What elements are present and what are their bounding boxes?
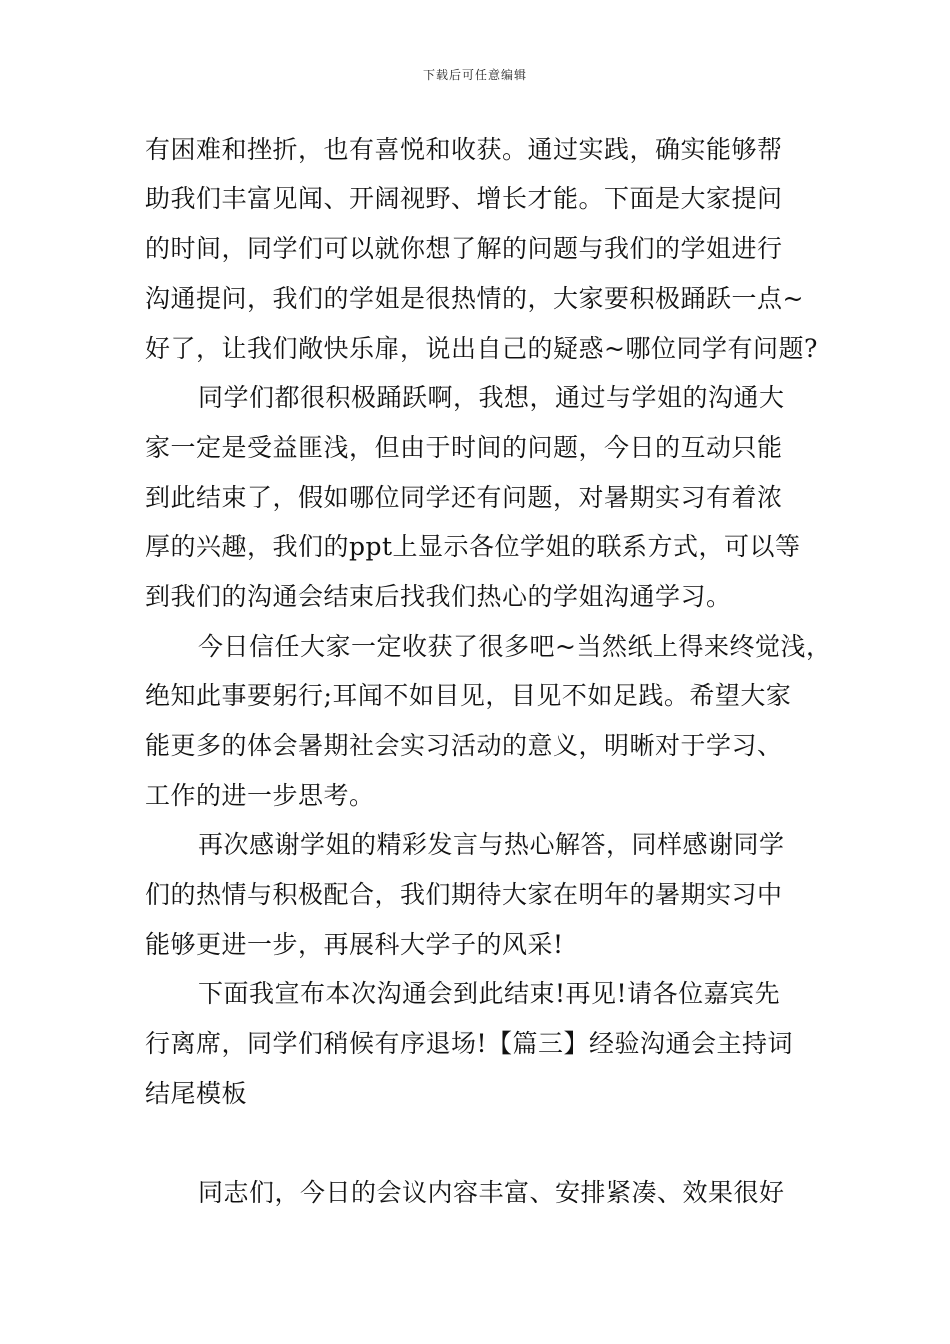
text-line: 到我们的沟通会结束后找我们热心的学姐沟通学习。 (145, 582, 732, 611)
text-line: 到此结束了，假如哪位同学还有问题，对暑期实习有着浓 (145, 483, 783, 512)
text-line: 绝知此事要躬行;耳闻不如目见，目见不如足践。希望大家 (145, 681, 792, 710)
text-line: 助我们丰富见闻、开阔视野、增长才能。下面是大家提问 (145, 184, 783, 213)
text-line: 的时间，同学们可以就你想了解的问题与我们的学姐进行 (145, 234, 783, 263)
text-line: 好了，让我们敞快乐扉，说出自己的疑惑~哪位同学有问题? (145, 334, 818, 363)
text-line: 下面我宣布本次沟通会到此结束!再见!请各位嘉宾先 (198, 979, 781, 1008)
text-line: 行离席，同学们稍候有序退场!【篇三】经验沟通会主持词 (145, 1029, 794, 1058)
text-line: 能更多的体会暑期社会实习活动的意义，明晰对于学习、 (145, 731, 783, 760)
text-line: 们的热情与积极配合，我们期待大家在明年的暑期实习中 (145, 880, 783, 909)
text-line: 能够更进一步，再展科大学子的风采! (145, 930, 564, 959)
page-header: 下载后可任意编辑 (422, 68, 527, 82)
text-line: 厚的兴趣，我们的ppt上显示各位学姐的联系方式，可以等 (145, 532, 801, 561)
text-line: 同学们都很积极踊跃啊，我想，通过与学姐的沟通大 (198, 383, 785, 412)
text-line: 工作的进一步思考。 (145, 781, 375, 810)
text-line: 再次感谢学姐的精彩发言与热心解答，同样感谢同学 (198, 830, 785, 859)
text-line: 结尾模板 (145, 1079, 248, 1108)
text-line: 今日信任大家一定收获了很多吧~当然纸上得来终觉浅， (198, 632, 832, 661)
text-line: 同志们，今日的会议内容丰富、安排紧凑、效果很好 (198, 1178, 785, 1207)
text-line: 家一定是受益匪浅，但由于时间的问题，今日的互动只能 (145, 433, 783, 462)
text-line: 有困难和挫折，也有喜悦和收获。通过实践，确实能够帮 (145, 135, 783, 164)
text-line: 沟通提问，我们的学姐是很热情的，大家要积极踊跃一点~ (145, 284, 804, 313)
